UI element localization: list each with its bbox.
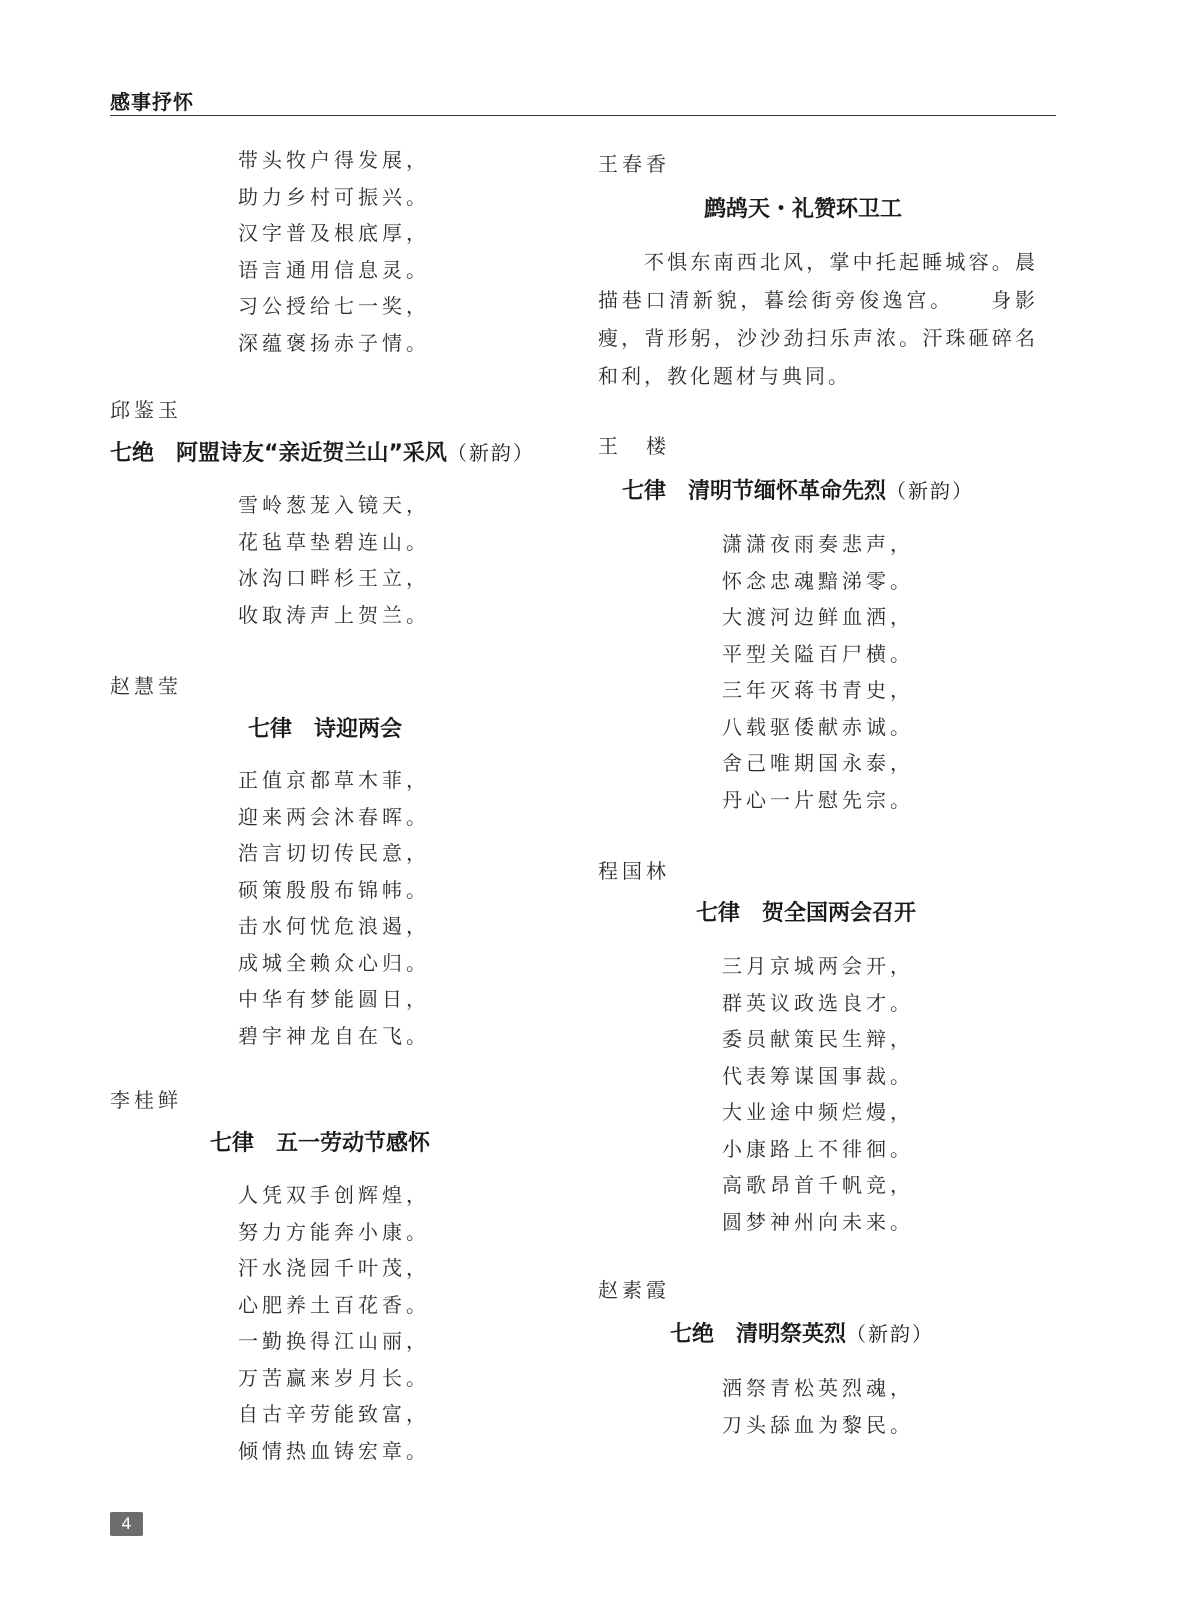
poem-body [238,487,430,633]
header-divider [110,115,1056,116]
poem-form: 七律 [622,479,667,504]
poem-line: 助力乡村可振兴。 [238,184,430,209]
poem-line: 小康路上不徘徊。 [722,1136,914,1161]
poem-line: 收取涛声上贺兰。 [238,602,430,627]
poem-line: 汗水浇园千叶茂， [238,1256,430,1280]
poem-line: 八载驱倭献赤诚。 [722,714,914,739]
poem-line: 迎来两会沐春晖。 [238,804,430,829]
poem-title-text: 贺全国两会召开 [762,901,917,926]
poem-note: （新韵） [886,479,975,503]
poem-line: 平型关隘百尸横。 [722,641,914,666]
poem-title-text: 清明节缅怀革命先烈 [688,479,887,504]
poem-form: 七绝 [110,441,155,466]
poem-title [110,436,535,467]
poem-line: 舍己唯期国永泰， [722,751,914,775]
poem-line: 洒祭青松英烈魂， [722,1376,914,1400]
poem-line: 浩言切切传民意， [238,841,430,865]
poem-line: 心肥养土百花香。 [238,1292,430,1317]
poem-line: 万苦赢来岁月长。 [238,1365,430,1390]
poem-text: 不惧东南西北风，掌中托起睡城容。晨描巷口清新貌，暮绘街旁俊逸宫。 身影瘦，背形躬，沙沙劲扫乐声浓。汗珠砸碎名和利，教化题材与典同。 [598,250,1038,388]
poem-line: 一勤换得江山丽， [238,1329,430,1353]
poem-line: 成城全赖众心归。 [238,950,430,975]
poem-line: 大业途中频烂熳， [722,1100,914,1124]
poem-line: 三月京城两会开， [722,954,914,978]
poem-line: 委员献策民生辩， [722,1027,914,1051]
poem-title [670,1317,934,1348]
poem-line: 击水何忧危浪遏， [238,914,430,938]
poem-line: 自古辛劳能致富， [238,1402,430,1426]
poem-line: 圆梦神州向未来。 [722,1209,914,1234]
poem-body [722,948,914,1240]
poem-form: 七律 [248,717,293,742]
poem-body [722,1370,914,1443]
poem-title-text: 清明祭英烈 [736,1322,847,1347]
poem-body [722,526,914,818]
poem-author: 王春香 [598,152,670,176]
poem-line: 群英议政选良才。 [722,990,914,1015]
poem-line: 倾情热血铸宏章。 [238,1438,430,1463]
poem-line: 怀念忠魂黯涕零。 [722,568,914,593]
poem-line: 语言通用信息灵。 [238,257,430,282]
poem-form: 七律 [696,901,741,926]
page-number: 4 [110,1512,143,1536]
poem-author: 李桂鲜 [110,1088,182,1112]
poem-author: 邱鉴玉 [110,398,182,422]
poem-author: 赵素霞 [598,1278,670,1302]
poem-title: 鹧鸪天・礼赞环卫工 [704,197,903,222]
poem-line: 正值京都草木菲， [238,768,430,792]
poem-line: 花毡草垫碧连山。 [238,529,430,554]
poem-title [210,1126,430,1157]
poem-line: 中华有梦能圆日， [238,987,430,1011]
poem-line: 冰沟口畔杉王立， [238,566,430,590]
section-title: 感事抒怀 [110,90,194,114]
poem-note: （新韵） [446,441,535,465]
poem-line: 习公授给七一奖， [238,294,430,318]
poem-line: 汉字普及根底厚， [238,221,430,245]
poem-title [696,896,916,927]
poem-prose [598,243,1038,395]
poem-line: 代表筹谋国事裁。 [722,1063,914,1088]
poem-line: 三年灭蒋书青史， [722,678,914,702]
poem-author: 赵慧莹 [110,674,182,698]
poem-title [248,712,402,743]
poem-line: 人凭双手创辉煌， [238,1183,430,1207]
poem-body [238,1177,430,1469]
poem-line: 深蕴褒扬赤子情。 [238,330,430,355]
poem-line: 高歌昂首千帆竞， [722,1173,914,1197]
poem-title-text: 五一劳动节感怀 [276,1131,431,1156]
poem-title-text: 诗迎两会 [314,717,403,742]
poem-line: 带头牧户得发展， [238,148,430,172]
poem-line: 丹心一片慰先宗。 [722,787,914,812]
poem-line: 努力方能奔小康。 [238,1219,430,1244]
poem-body [238,762,430,1054]
poem-line: 大渡河边鲜血洒， [722,605,914,629]
poem-form: 七绝 [670,1322,715,1347]
poem-line: 刀头舔血为黎民。 [722,1412,914,1437]
poem-line: 碧宇神龙自在飞。 [238,1023,430,1048]
poem-note: （新韵） [846,1322,935,1346]
poem-line: 雪岭葱茏入镜天， [238,493,430,517]
poem-author: 王 楼 [598,434,670,458]
poem-tail [238,142,430,361]
poem-form: 七律 [210,1131,255,1156]
poem-line: 潇潇夜雨奏悲声， [722,532,914,556]
poem-title [622,474,974,505]
poem-line: 硕策殷殷布锦帏。 [238,877,430,902]
poem-author: 程国林 [598,859,670,883]
poem-title-text: 阿盟诗友“亲近贺兰山”采风 [176,441,447,466]
